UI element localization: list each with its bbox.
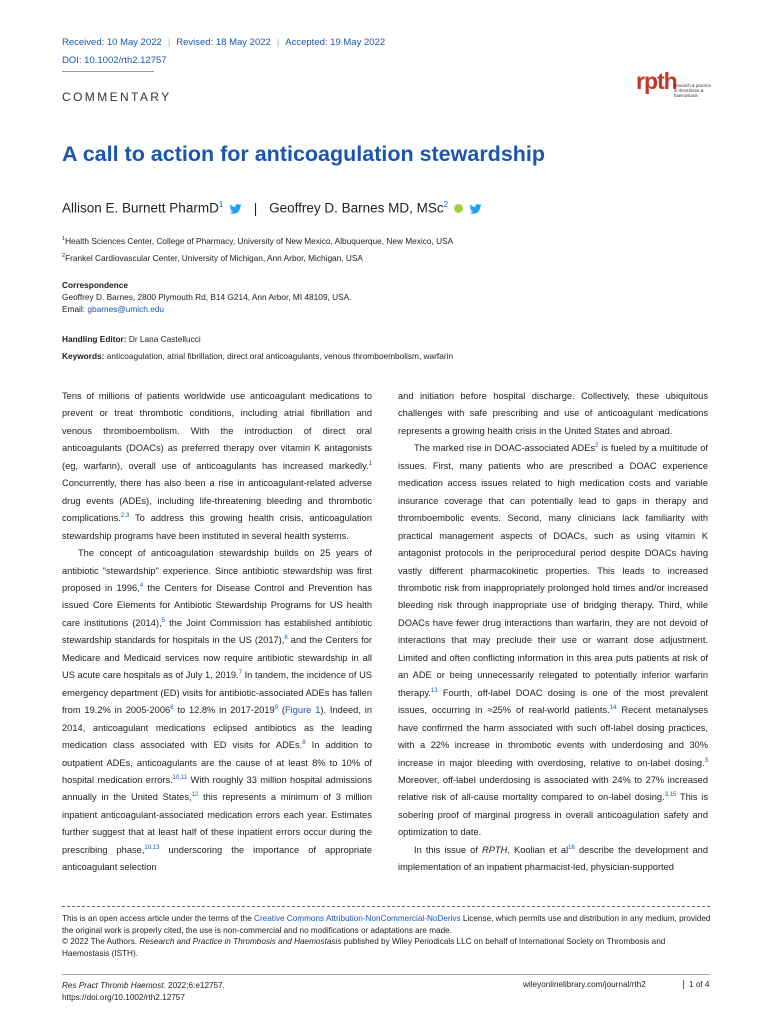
license-notice: This is an open access article under the terms of the Creative Commons Attribution-NonCommercial-NoDerivs License, which permits use and distribution in any medium, provided the original work is properly cited, the use is non-commercial and no modifications or adaptations are made. © 2022 The Authors. Research and Practice in Thrombosis and Haemostasis published by Wiley Periodicals LLC on behalf of International Society on Thrombosis and Haemostasis (ISTH). (62, 914, 711, 958)
body-column-left (62, 388, 372, 877)
journal-name-inline: RPTH (482, 844, 508, 855)
email-link[interactable]: gbarnes@umich.edu (87, 304, 165, 314)
citation-rest: 2022;6:e12757. (165, 981, 225, 990)
orcid-icon[interactable] (454, 204, 463, 213)
citation-ref[interactable]: 2,3 (120, 513, 130, 520)
paragraph: Tens of millions of patients worldwide use anticoagulant medications to prevent or treat thrombotic conditions, including atrial fibrillation and venous thromboembolism. With the introduction of direct oral anticoagulants (DOACs) as preferred therapy over vitamin K antagonists (eg, warfarin), overall use of anticoagulants has increased markedly.$^1$ Concurrently, there has also been a rise in anticoagulant-related adverse drug events (ADEs), including life-threatening bleeding and thrombotic complications.$^{2,3}$ To address this growing health crisis, anticoagulation stewardship programs have been instituted in several health systems. (62, 391, 372, 541)
paragraph: and initiation before hospital discharge. Collectively, these ubiquitous challenges with safe prescribing and use of anticoagulant medications represents a growing health crisis in the United States and abroad. (398, 391, 708, 436)
paragraph: The marked rise in DOAC-associated ADEs$^2$ is fueled by a multitude of issues. First, many patients who are prescribed a DOAC experience medication access issues related to high medication costs and variable insurance coverage that can potentially lead to gaps in therapy and thromboembolic events. Second, many clinicians lack familiarity with practical management aspects of DOACs, such as using vitamin K antagonist protocols in the periprocedural period despite DOACs having vastly different pharmacokinetic properties. This leads to increased thrombotic risk from inappropriately prolonged hold times and/or increased bleeding risk through inappropriate use of bridging therapy. Third, while DOACs have fewer drug interactions than warfarin, they are not devoid of interactions that may preclude their use or warrant dose adjustment. Limited and often conflicting information in this area puts patients at risk of an ADE or being unnecessarily relegated to potentially inferior warfarin therapy.$^{13}$ Fourth, off-label DOAC dosing is one of the most prevalent issues, occurring in ≈25% of real-world patients.$^{14}$ Recent metanalyses have confirmed the harm associated with such off-label dosing practices, with a 22% increase in thrombotic events with underdosing and 30% increase in major bleeding with overdosing, relative to on-label dosing.$^3$ Moreover, off-label underdosing is associated with 24% to 27% increased relative risk of all-cause mortality compared to on-label dosing.$^{3,15}$ This is sobering proof of marginal progress in overall anticoagulation safety and optimization to date. (398, 443, 708, 838)
citation-ref[interactable]: 10,13 (144, 844, 160, 851)
footer-divider (62, 974, 710, 975)
journal-logo (636, 70, 711, 102)
footer-citation (62, 980, 225, 1003)
handling-editor-label: Handling Editor: (62, 334, 127, 344)
paragraph: In this issue of RPTH, Koolian et $al^{16}$ describe the development and implementation of an inpatient pharmacist-led, physician-supported (398, 844, 708, 873)
citation-ref[interactable]: 10,11 (172, 774, 188, 781)
citation-ref[interactable]: 2 (595, 443, 599, 450)
keywords-label: Keywords: (62, 351, 105, 361)
email-label: Email: (62, 304, 88, 314)
citation-ref[interactable]: 7 (238, 670, 242, 677)
body-column-right (398, 388, 708, 877)
citation-ref[interactable]: 6 (284, 635, 288, 642)
citation-journal: Res Pract Thromb Haemost. (62, 981, 166, 990)
affiliation-1-sup: 1 (62, 236, 66, 243)
footer-site-link[interactable]: wileyonlinelibrary.com/journal/rth2 (523, 980, 646, 989)
paragraph: The concept of anticoagulation stewardship builds on 25 years of antibiotic "stewardship" experience. Since antibiotic stewardship was first proposed in 1996,$^4$ the Centers for Disease Control and Prevention has issued Core Elements for Antibiotic Stewardship Programs for US health care institutions (2014),$^5$ the Joint Commission has established antibiotic stewardship standards for hospitals in the US (2017),$^6$ and the Centers for Medicare and Medicaid services now require antibiotic stewardship in all US acute care hospitals as of July 1, 2019.$^7$ In tandem, the incidence of US emergency department (ED) visits for antibiotic-associated ADEs has fallen from 19.2% in 2005-2006$^8$ to 12.8% in 2017-2019$^9$ (Figure 1). Indeed, in 2014, anticoagulant medications eclipsed antibiotics as the leading medication class associated with ED visits for ADEs.$^8$ In addition to outpatient ADEs, anticoagulants are the cause of at least 8% to 10% of hospital medication errors.$^{10,11}$ With roughly 33 million hospital admissions annually in the United States,$^{12}$ this represents a minimum of 3 million inpatient anticoagulant-associated medication errors each year. Estimates further suggest that at least half of these inpatient errors occur during the prescribing phase,$^{10,13}$ underscoring the importance of appropriate anticoagulant selection (62, 548, 373, 873)
logo-subtitle: research & practice in thrombosis & haemostasis (674, 83, 712, 98)
doi-link[interactable]: DOI: 10.1002/rth2.12757 (62, 55, 167, 66)
handling-editor (62, 334, 201, 344)
author-2-name[interactable]: Geoffrey D. Barnes MD, MSc (269, 200, 444, 216)
twitter-icon[interactable] (469, 204, 482, 214)
author-1-name[interactable]: Allison E. Burnett PharmD (62, 200, 219, 216)
affiliation-1 (62, 236, 453, 246)
article-title: A call to action for anticoagulation stewardship (62, 142, 546, 166)
affiliation-2-text: Frankel Cardiovascular Center, University of Michigan, Ann Arbor, Michigan, USA (65, 253, 363, 263)
section-label: COMMENTARY (62, 90, 172, 104)
license-divider (62, 906, 710, 907)
header-divider (62, 71, 154, 72)
handling-editor-value: Dr Lana Castellucci (126, 334, 201, 344)
figure-1-link[interactable]: Figure 1 (285, 705, 321, 716)
author-2-affil-sup[interactable]: 2 (443, 200, 449, 209)
received-date: Received: 10 May 2022 (62, 37, 162, 48)
citation-ref[interactable]: 5 (161, 617, 165, 624)
citation-ref[interactable]: 3 (704, 757, 708, 764)
citation-ref[interactable]: 16 (568, 844, 575, 851)
author-1-affil-sup[interactable]: 1 (218, 200, 224, 209)
keywords-value: anticoagulation, atrial fibrillation, direct oral anticoagulants, venous thromboembolism, warfarin (104, 351, 454, 361)
citation-ref[interactable]: 4 (139, 582, 144, 589)
journal-name: Research and Practice in Thrombosis and Haemostasis (139, 937, 342, 946)
citation-ref[interactable]: 13 (430, 687, 438, 694)
accepted-date: Accepted: 19 May 2022 (285, 37, 386, 48)
citation-ref[interactable]: 12 (191, 792, 199, 799)
correspondence-block (62, 279, 351, 315)
citation-ref[interactable]: 9 (274, 705, 279, 712)
article-dates: Received: 10 May 2022 | Revised: 18 May 2022 | Accepted: 19 May 2022 (62, 37, 386, 48)
correspondence-label: Correspondence (62, 280, 128, 290)
logo-text: rpth (636, 68, 677, 94)
author-separator: | (253, 200, 258, 216)
correspondence-address: Geoffrey D. Barnes, 2800 Plymouth Rd, B14 G214, Ann Arbor, MI 48109, USA. (62, 292, 352, 302)
twitter-icon[interactable] (229, 204, 242, 214)
page-number: 1 of 4 (683, 980, 710, 989)
keywords (62, 351, 453, 361)
citation-ref[interactable]: 14 (609, 705, 617, 712)
affiliation-1-text: Health Sciences Center, College of Pharmacy, University of New Mexico, Albuquerque, New Mexico, USA (65, 236, 454, 246)
affiliation-2 (62, 253, 363, 263)
citation-ref[interactable]: 8 (170, 705, 174, 712)
citation-ref[interactable]: 1 (368, 460, 372, 467)
citation-ref[interactable]: 8 (302, 739, 306, 746)
author-line (62, 200, 482, 216)
citation-ref[interactable]: 3,15 (664, 792, 677, 799)
affiliation-2-sup: 2 (62, 253, 66, 260)
revised-date: Revised: 18 May 2022 (176, 37, 271, 48)
cc-license-link[interactable]: Creative Commons Attribution-NonCommercial-NoDerivs (254, 914, 461, 923)
footer-doi-link[interactable]: https://doi.org/10.1002/rth2.12757 (62, 992, 185, 1002)
